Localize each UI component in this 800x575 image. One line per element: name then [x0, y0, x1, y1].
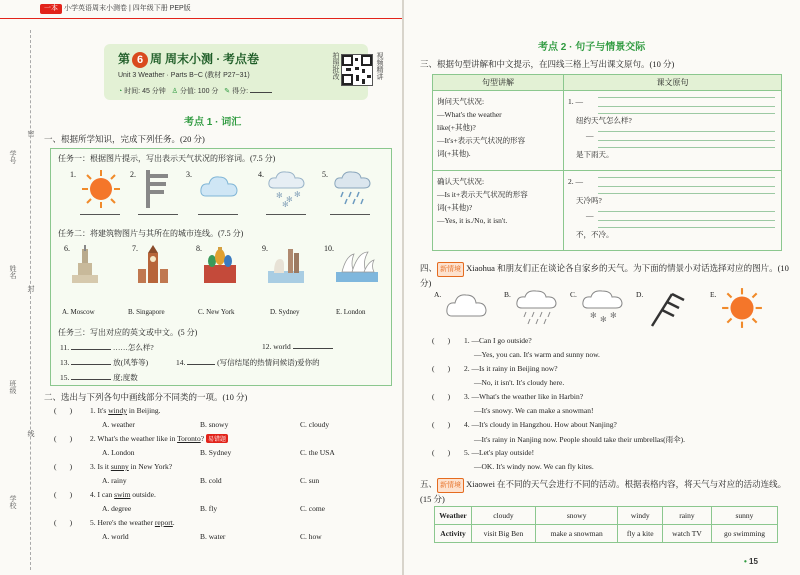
item-14-blank[interactable] — [187, 364, 215, 365]
svg-text:✻: ✻ — [286, 195, 293, 204]
answer-paren[interactable]: ( ) — [432, 392, 451, 401]
dialog-question: 3. —What's the weather like in Harbin? — [464, 392, 584, 401]
score-total: 分值: 100 分 — [179, 88, 219, 95]
pic-label-b: B. — [504, 290, 511, 299]
task-2-num-9: 9. — [262, 244, 268, 253]
snow-icon — [580, 288, 626, 326]
pattern-2-line: —Is it+表示天气状况的形容 — [437, 190, 528, 199]
answer-paren[interactable]: ( ) — [54, 406, 73, 415]
answer-2-dash: — — [586, 211, 594, 220]
qr-code-icon[interactable] — [341, 54, 373, 86]
dialog-answer: —No, it isn't. It's cloudy here. — [474, 378, 565, 387]
side-seal-line-3: 密 — [27, 130, 35, 137]
option-a[interactable]: A. world — [102, 532, 129, 541]
svg-text:✻: ✻ — [590, 311, 597, 320]
dialog-item — [432, 420, 792, 448]
answer-line-4[interactable] — [266, 214, 306, 215]
option-b[interactable]: B. Sydney — [200, 448, 232, 457]
task-1-num-2: 2. — [130, 170, 136, 179]
dialog-list — [432, 336, 792, 476]
pattern-cell-1 — [433, 91, 564, 171]
clock-icon: ◔ — [118, 88, 123, 95]
item-12-text: 12. world — [262, 342, 291, 351]
option-b[interactable]: B. snowy — [200, 420, 229, 429]
answer-line-1[interactable] — [80, 214, 120, 215]
qr-caption-2: 视频精讲 — [376, 52, 383, 80]
time-limit: 时间: 45 分钟 — [124, 88, 166, 95]
mcq-stem: 2. What's the weather like in Toronto? 易错题 — [90, 434, 226, 443]
activity-cell[interactable]: fly a kite — [618, 525, 662, 543]
option-b[interactable]: B. water — [200, 532, 226, 541]
answer-line-5[interactable] — [330, 214, 370, 215]
rain-icon — [514, 288, 560, 326]
pattern-header: 句型讲解 — [433, 75, 564, 91]
city-d: D. Sydney — [270, 308, 300, 316]
right-page — [404, 0, 800, 575]
option-c[interactable]: C. sun — [300, 476, 320, 485]
meta-line — [118, 86, 272, 96]
week-suffix: 周 周末小测 · 考点卷 — [150, 52, 260, 66]
option-c[interactable]: C. the USA — [300, 448, 335, 457]
city-e: E. London — [336, 308, 366, 316]
dialog-answer: —It's rainy in Nanjing now. People should take their umbrellas(雨伞). — [474, 435, 686, 444]
pattern-2-line: —Yes, it is./No, it isn't. — [437, 216, 508, 225]
item-13 — [60, 357, 148, 368]
activity-cell[interactable]: make a snowman — [535, 525, 618, 543]
pic-label-c: C. — [570, 290, 577, 299]
side-label-class: 班级 — [9, 380, 17, 394]
topic-1-title: 考点 1 · 词汇 — [184, 117, 242, 128]
dialog-question: 4. —It's cloudy in Hangzhou. How about Nanjing? — [464, 420, 617, 429]
task-1-title: 任务一：根据图片提示，写出表示天气状况的形容词。(7.5 分) — [58, 154, 276, 163]
mcq-list — [54, 406, 394, 546]
side-label-school: 学校 — [9, 495, 17, 509]
mcq-item — [54, 490, 394, 518]
dialog-item — [432, 448, 792, 476]
city-a: A. Moscow — [62, 308, 95, 316]
svg-text:✻: ✻ — [276, 191, 283, 200]
mcq-stem: 4. I can swim outside. — [90, 490, 156, 499]
side-label-name: 姓名 — [9, 265, 17, 279]
pic-label-e: E. — [710, 290, 717, 299]
task-2-num-7: 7. — [132, 244, 138, 253]
dialog-answer: —OK. It's windy now. We can fly kites. — [474, 462, 594, 471]
dialog-item — [432, 364, 792, 392]
item-11-blank[interactable] — [71, 349, 111, 350]
activity-cell[interactable]: go swimming — [711, 525, 777, 543]
dialog-item — [432, 392, 792, 420]
dialog-question: 2. —Is it rainy in Beijing now? — [464, 364, 558, 373]
option-c[interactable]: C. cloudy — [300, 420, 330, 429]
pattern-cell-2 — [433, 171, 564, 251]
four-line-grid[interactable] — [568, 95, 777, 129]
kremlin-icon — [200, 245, 240, 285]
answer-paren[interactable]: ( ) — [432, 336, 451, 345]
weather-header: Weather — [435, 507, 472, 525]
answer-paren[interactable]: ( ) — [432, 420, 451, 429]
section-5-num: 五、 — [420, 479, 438, 489]
city-c: C. New York — [198, 308, 235, 316]
section-2-title: 二、选出与下列各句中画线部分不同类的一项。(10 分) — [44, 392, 248, 402]
page-number-text: 15 — [749, 557, 758, 566]
item-11-hint: ……怎么样? — [112, 343, 154, 352]
section-3-title: 三、根据句型讲解和中文提示，在四线三格上写出课文原句。(10 分) — [420, 59, 675, 69]
svg-text:✻: ✻ — [282, 200, 289, 208]
item-13-num: 13. — [60, 358, 70, 367]
side-label-id: 学号 — [9, 150, 17, 164]
qr-caption-left — [330, 52, 340, 85]
new-context-tag: 新情境 — [437, 478, 464, 493]
new-context-tag: 新情境 — [437, 262, 464, 277]
person-icon: ♙ — [171, 88, 178, 95]
series-title: 小学英语周末小测卷 | 四年级下册 PEP版 — [64, 5, 191, 12]
mcq-item — [54, 518, 394, 546]
rain-icon — [332, 168, 374, 210]
dialog-answer: —It's snowy. We can make a snowman! — [474, 406, 594, 415]
answer-2-hint-q: 天冷吗? — [576, 196, 602, 205]
pencil-icon: ✎ — [224, 88, 231, 95]
task-2-num-8: 8. — [196, 244, 202, 253]
dialog-item — [432, 336, 792, 364]
task-2-num-10: 10. — [324, 244, 334, 253]
answer-1-hint-q: 纽约天气怎么样? — [576, 116, 632, 125]
pic-label-d: D. — [636, 290, 644, 299]
option-a[interactable]: A. London — [102, 448, 135, 457]
svg-text:✻: ✻ — [600, 315, 607, 324]
top-rule — [0, 18, 402, 19]
weather-cell[interactable]: sunny — [711, 507, 777, 525]
item-13-hint: 放(风筝等) — [113, 358, 149, 367]
four-line-grid[interactable] — [568, 129, 777, 163]
dialog-answer: —Yes, you can. It's warm and sunny now. — [474, 350, 600, 359]
activity-cell[interactable]: watch TV — [662, 525, 711, 543]
four-line-grid[interactable] — [568, 209, 777, 243]
answer-paren[interactable]: ( ) — [54, 490, 73, 499]
item-14-hint: (写信结尾的热情问候语)爱你的 — [217, 358, 320, 367]
pattern-1-line: 询问天气状况: — [437, 97, 485, 106]
weather-cell[interactable]: cloudy — [472, 507, 536, 525]
activity-header: Activity — [435, 525, 472, 543]
option-c[interactable]: C. how — [300, 532, 322, 541]
task-2-title: 任务二：将建筑物图片与其所在的城市连线。(7.5 分) — [58, 229, 244, 238]
item-12 — [262, 342, 333, 351]
mcq-item — [54, 462, 394, 490]
answer-cell-2[interactable] — [564, 171, 782, 251]
qr-caption-right — [374, 52, 384, 85]
mcq-item — [54, 406, 394, 434]
unit-line: Unit 3 Weather · Parts B~C (教材 P27~31) — [118, 72, 250, 79]
side-seal-line-2: 封 — [27, 285, 35, 292]
answer-1-dash: — — [586, 131, 594, 140]
answer-1-hint-a: 是下雨天。 — [576, 150, 614, 159]
item-15 — [60, 372, 138, 383]
answer-paren[interactable]: ( ) — [54, 518, 73, 527]
svg-text:✻: ✻ — [610, 311, 617, 320]
answer-paren[interactable]: ( ) — [432, 448, 451, 457]
cloud-icon — [198, 172, 240, 202]
merlion-icon — [266, 245, 306, 285]
dialog-question: 1. —Can I go outside? — [464, 336, 532, 345]
item-11-num: 11. — [60, 343, 70, 352]
qr-code-graphic — [342, 55, 372, 85]
original-header: 课文原句 — [564, 75, 782, 91]
pattern-1-line: 词(+其他). — [437, 149, 471, 158]
qr-caption-1: 拍照批改 — [332, 52, 339, 80]
pattern-2-line: 词(+其他)? — [437, 203, 473, 212]
error-prone-tag: 易错题 — [206, 434, 228, 443]
activity-cell[interactable]: visit Big Ben — [472, 525, 536, 543]
pattern-table — [432, 74, 782, 251]
week-title — [118, 50, 259, 68]
big-ben-icon — [136, 245, 170, 285]
section-5-text: Xiaowei 在不同的天气会进行不同的活动。根据表格内容，将天气与对应的活动连线。(15 分) — [420, 479, 787, 504]
pattern-1-line: —It's+表示天气状况的形容 — [437, 136, 526, 145]
task-2-num-6: 6. — [64, 244, 70, 253]
four-line-grid[interactable] — [568, 175, 777, 209]
item-14 — [176, 357, 320, 368]
answer-line-2[interactable] — [138, 214, 178, 215]
item-14-num: 14. — [176, 358, 186, 367]
section-4-text: Xiaohua 和朋友们正在谈论各自家乡的天气。为下面的情景小对话选择对应的图片。(10 分) — [420, 263, 789, 288]
pattern-2-line: 确认天气状况: — [437, 177, 485, 186]
task-1-num-1: 1. — [70, 170, 76, 179]
opera-house-icon — [336, 248, 378, 282]
publisher-logo: 一本 — [40, 4, 62, 14]
snow-icon — [266, 168, 308, 208]
weather-cell[interactable]: snowy — [535, 507, 618, 525]
wind-icon — [142, 168, 172, 210]
page-number — [744, 557, 758, 566]
answer-paren[interactable]: ( ) — [54, 462, 73, 471]
weather-cell[interactable]: windy — [618, 507, 662, 525]
option-a[interactable]: A. weather — [102, 420, 135, 429]
task-1-num-3: 3. — [186, 170, 192, 179]
cloud-icon — [444, 290, 490, 320]
task-1-num-5: 5. — [322, 170, 328, 179]
answer-2-num: 2. — — [568, 177, 583, 186]
item-11 — [60, 342, 154, 353]
dialog-question: 5. —Let's play outside! — [464, 448, 535, 457]
sun-icon — [720, 286, 764, 330]
pattern-1-line: —What's the weather — [437, 110, 502, 119]
section-5-title — [420, 478, 792, 506]
dot-icon: • — [744, 557, 750, 566]
topic-2-title: 考点 2 · 句子与情景交际 — [538, 42, 646, 53]
answer-line-3[interactable] — [198, 214, 238, 215]
answer-2-hint-a: 不，不冷。 — [576, 230, 614, 239]
pattern-1-line: like(+其他)? — [437, 123, 476, 132]
svg-text:✻: ✻ — [294, 190, 301, 199]
option-b[interactable]: B. cold — [200, 476, 222, 485]
option-b[interactable]: B. fly — [200, 504, 218, 513]
answer-cell-1[interactable] — [564, 91, 782, 171]
week-prefix: 第 — [118, 52, 131, 66]
item-15-hint: 度;度数 — [113, 373, 138, 382]
mcq-item — [54, 434, 394, 462]
item-13-blank[interactable] — [71, 364, 111, 365]
mcq-stem: 5. Here's the weather report. — [90, 518, 175, 527]
mcq-stem: 3. Is it sunny in New York? — [90, 462, 173, 471]
score-blank[interactable] — [250, 92, 272, 93]
item-15-num: 15. — [60, 373, 70, 382]
score-got: 得分: — [232, 88, 249, 95]
item-12-blank[interactable] — [293, 348, 333, 349]
pic-label-a: A. — [434, 290, 442, 299]
option-c[interactable]: C. come — [300, 504, 325, 513]
section-1-title: 一、根据所学知识，完成下列任务。(20 分) — [44, 134, 205, 144]
sun-icon — [80, 168, 122, 210]
side-seal-line-1: 线 — [27, 430, 35, 437]
answer-paren[interactable]: ( ) — [54, 434, 73, 443]
mcq-stem: 1. It's windy in Beijing. — [90, 406, 161, 415]
section-4-num: 四、 — [420, 263, 438, 273]
option-a[interactable]: A. rainy — [102, 476, 127, 485]
item-15-blank[interactable] — [71, 379, 111, 380]
wind-icon — [648, 290, 688, 330]
answer-1-num: 1. — — [568, 97, 583, 106]
city-b: B. Singapore — [128, 308, 165, 316]
task-3-title: 任务三：写出对应的英文或中文。(5 分) — [58, 328, 198, 337]
option-a[interactable]: A. degree — [102, 504, 132, 513]
empire-state-icon — [68, 245, 102, 285]
answer-paren[interactable]: ( ) — [432, 364, 451, 373]
activity-table — [434, 506, 778, 543]
week-number-badge: 6 — [132, 52, 148, 68]
task-1-num-4: 4. — [258, 170, 264, 179]
weather-cell[interactable]: rainy — [662, 507, 711, 525]
seal-dashed-line — [30, 30, 31, 570]
